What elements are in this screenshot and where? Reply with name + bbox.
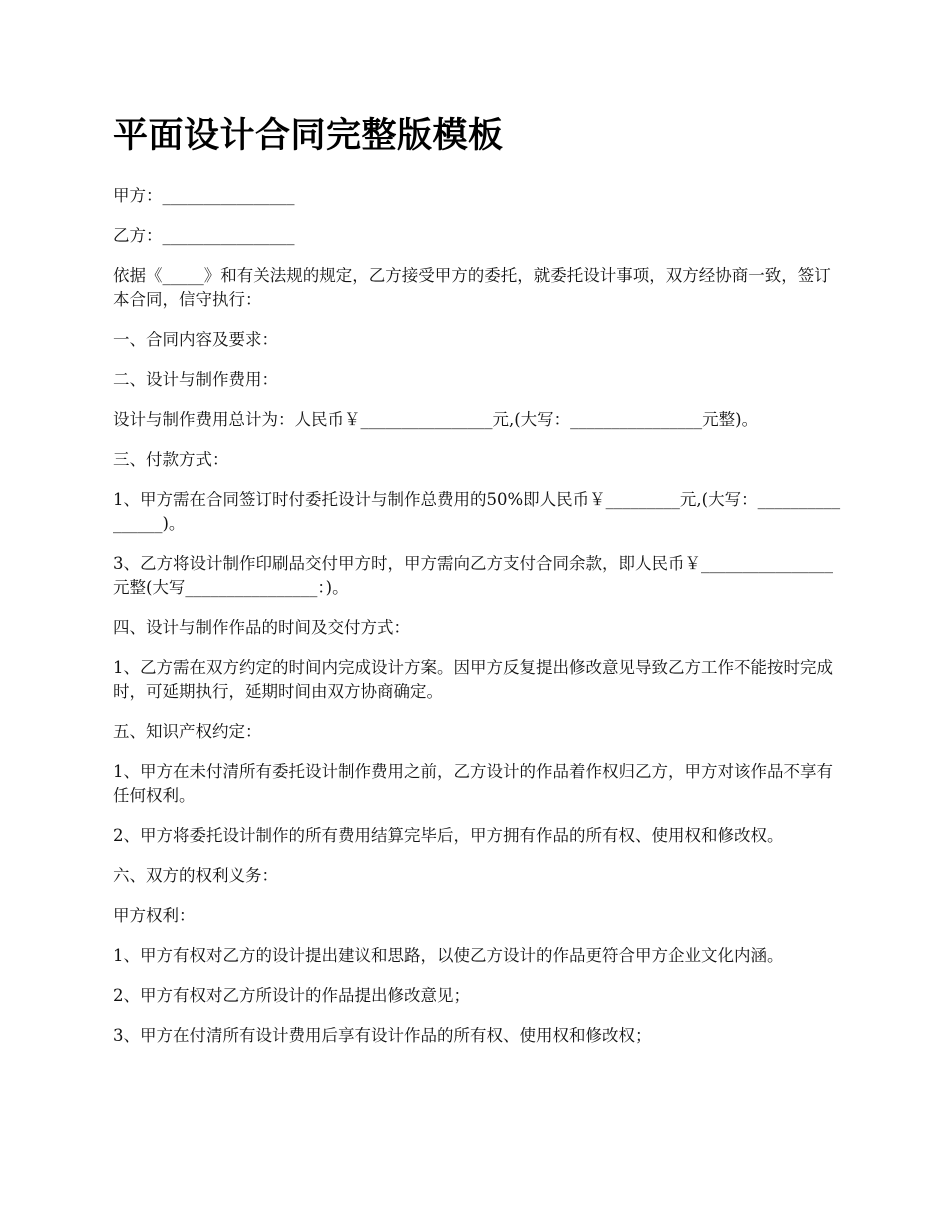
ip-clause-1-paragraph: 1、甲方在未付清所有委托设计制作费用之前，乙方设计的作品着作权归乙方，甲方对该作品不享有任何权利。 (113, 762, 833, 805)
party-a-rights-heading: 甲方权利： (113, 906, 196, 925)
payment-deposit-paragraph: 1、甲方需在合同签订时付委托设计与制作总费用的50%即人民币￥_________元,(大写：________________)。 (113, 490, 841, 533)
document-title: 平面设计合同完整版模板 (113, 116, 504, 156)
section-heading-rights-obligations: 六、双方的权利义务： (113, 866, 278, 885)
preamble-paragraph: 依据《_____》和有关法规的规定，乙方接受甲方的委托，就委托设计事项，双方经协商一致，签订本合同，信守执行： (113, 266, 831, 309)
fee-total-paragraph: 设计与制作费用总计为：人民币￥________________元,(大写：________________元整)。 (113, 410, 759, 429)
party-a-line: 甲方：________________ (113, 186, 295, 205)
section-heading-contract-content: 一、合同内容及要求： (113, 330, 278, 349)
section-heading-delivery-time: 四、设计与制作作品的时间及交付方式： (113, 618, 410, 637)
delivery-clause-paragraph: 1、乙方需在双方约定的时间内完成设计方案。因甲方反复提出修改意见导致乙方工作不能按时完成时，可延期执行，延期时间由双方协商确定。 (113, 658, 833, 701)
payment-balance-paragraph: 3、乙方将设计制作印刷品交付甲方时，甲方需向乙方支付合同余款，即人民币￥________________元整(大写________________：)。 (113, 554, 833, 597)
document-page (113, 112, 843, 1064)
party-a-right-2-paragraph: 2、甲方有权对乙方所设计的作品提出修改意见； (113, 986, 470, 1005)
ip-clause-2-paragraph: 2、甲方将委托设计制作的所有费用结算完毕后，甲方拥有作品的所有权、使用权和修改权。 (113, 826, 784, 845)
section-heading-ip-agreement: 五、知识产权约定： (113, 722, 262, 741)
party-b-line: 乙方：________________ (113, 226, 295, 245)
party-a-right-3-paragraph: 3、甲方在付清所有设计费用后享有设计作品的所有权、使用权和修改权； (113, 1026, 652, 1045)
section-heading-design-fees: 二、设计与制作费用： (113, 370, 278, 389)
party-a-right-1-paragraph: 1、甲方有权对乙方的设计提出建议和思路，以使乙方设计的作品更符合甲方企业文化内涵。 (113, 946, 784, 965)
section-heading-payment-method: 三、付款方式： (113, 450, 229, 469)
